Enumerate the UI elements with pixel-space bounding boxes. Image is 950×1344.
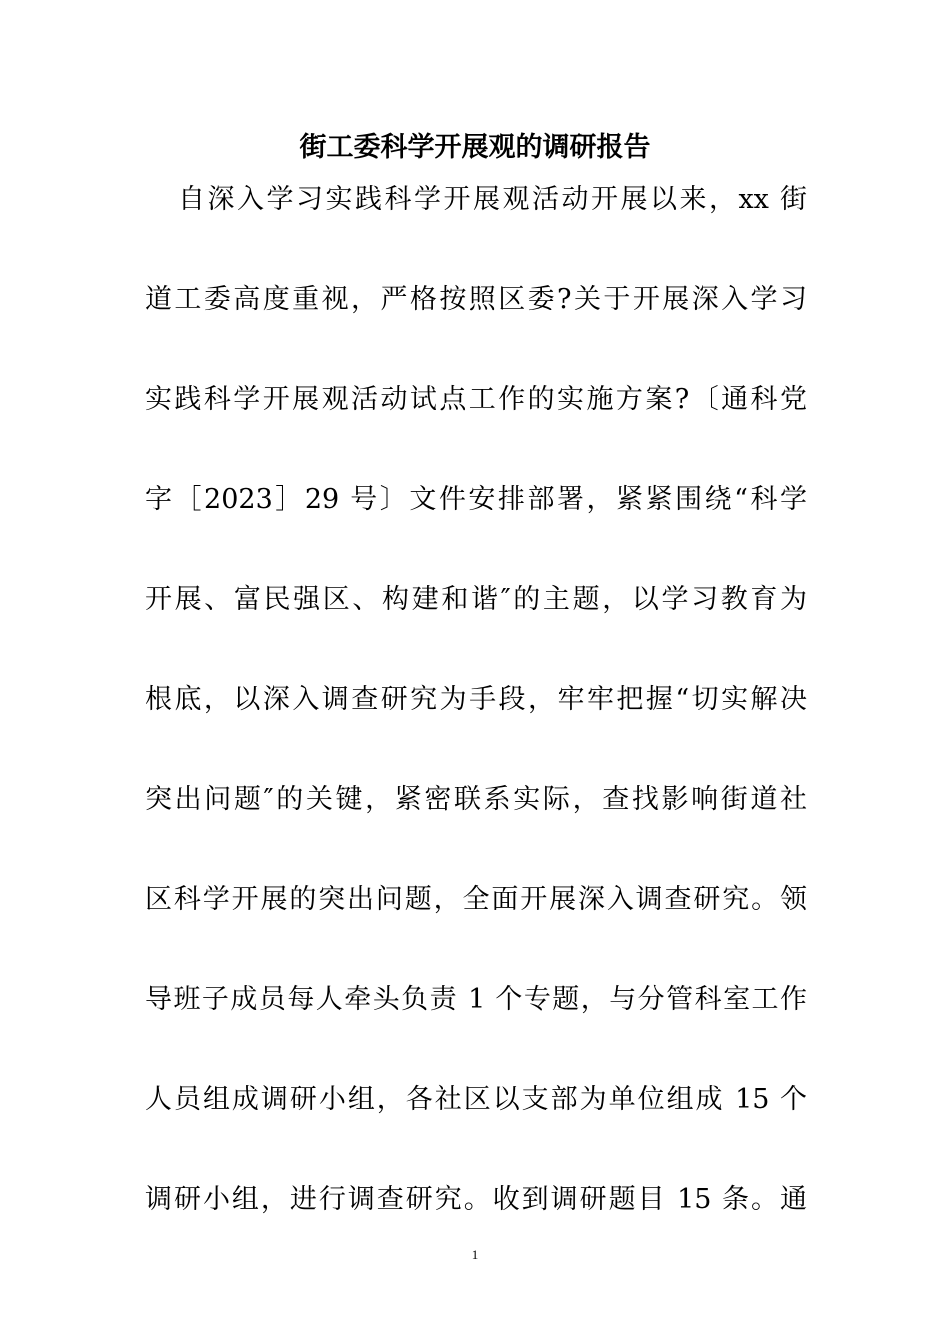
text-line: 突出问题″的关键，紧密联系实际，查找影响街道社: [145, 784, 807, 815]
body-paragraph: [145, 178, 807, 1278]
text-line: 根底，以深入调查研究为手段，牢牢把握“切实解决: [145, 684, 807, 715]
text-line: 人员组成调研小组，各社区以支部为单位组成 15 个: [145, 1084, 807, 1115]
text-line: 区科学开展的突出问题，全面开展深入调查研究。领: [145, 884, 807, 915]
text-line: 自深入学习实践科学开展观活动开展以来，xx 街: [178, 184, 807, 215]
text-line: 字［2023］29 号〕文件安排部署，紧紧围绕“科学: [145, 484, 807, 515]
text-line: 调研小组，进行调查研究。收到调研题目 15 条。通: [145, 1184, 807, 1215]
page-number: 1: [471, 1247, 479, 1262]
text-line: 导班子成员每人牵头负责 1 个专题，与分管科室工作: [145, 984, 807, 1015]
text-line: 实践科学开展观活动试点工作的实施方案?〔通科党: [145, 384, 807, 415]
document-title: 街工委科学开展观的调研报告: [299, 132, 651, 163]
text-line: 道工委高度重视，严格按照区委?关于开展深入学习: [145, 284, 807, 315]
text-line: 开展、富民强区、构建和谐″的主题，以学习教育为: [145, 584, 807, 615]
